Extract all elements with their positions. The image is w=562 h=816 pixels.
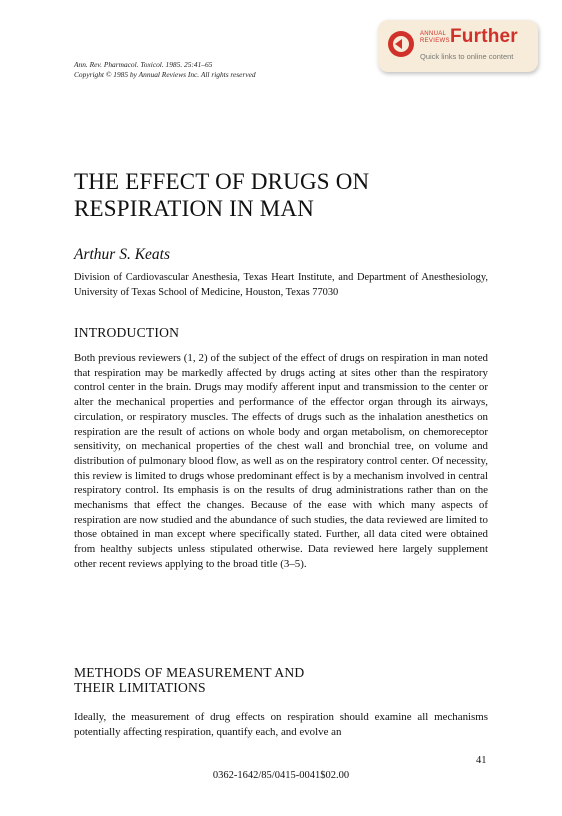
article-title [74,168,369,222]
methods-paragraph: Ideally, the measurement of drug effects on respiration should examine all mechanisms potentially affecting respiration, quantify each, and evolve an [74,711,488,738]
methods-heading [74,665,304,695]
further-label: Further [450,26,518,47]
intro-heading: INTRODUCTION [74,325,180,340]
article-code: 0362-1642/85/0415-0041$02.00 [212,770,350,781]
intro-paragraph: Both previous reviewers (1, 2) of the subject of the effect of drugs on respiration in man noted that respiration may be markedly affected by drugs acting at sites other than the respiratory control center in the brain. Drugs may modify afferent input and transmission to the center or alter the mechanical properties and performance of the effector organ through its airways, circulation, or respiratory muscles. The effects of drugs such as the inhalation anesthetics on respiration are the result of actions on whole body and organ metabolism, on chemoreceptor sensitivity, on mechanical properties of the chest wall and bronchial tree, on volume and distribution of pulmonary blood flow, as well as on the respiratory control center. Of necessity, this review is limited to drugs whose predominant effect is by a mechanism involved in central respiratory control. Its emphasis is on the results of drug administrations rather than on the mechanisms that effect the changes. Because of the ease with which many aspects of respiration are now studied and the abundance of such studies, the data reviewed are limited to those obtained in man except where specifically stated. Further, all data cited were obtained from healthy subjects unless stipulated otherwise. Data reviewed here largely supplement other recent reviews applying to the broad title (3–5). [74,352,488,570]
further-banner[interactable] [378,20,538,72]
citation-line-1: Ann. Rev. Pharmacol. Toxicol. 1985. 25:41–65 [74,60,213,69]
annual-reviews-wordmark: ANNUAL REVIEWS [420,31,450,44]
methods-heading-line-2: THEIR LIMITATIONS [74,680,206,695]
citation-line-2: Copyright © 1985 by Annual Reviews Inc. All rights reserved [74,70,256,79]
page-number: 41 [476,755,487,766]
author-affiliation: Division of Cardiovascular Anesthesia, Texas Heart Institute, and Department of Anesthesiology, University of Texas School of Medicine, Houston, Texas 77030 [74,272,488,298]
title-line-1: THE EFFECT OF DRUGS ON [74,169,370,194]
annual-reviews-logo-icon [388,31,414,57]
methods-heading-line-1: METHODS OF MEASUREMENT AND [74,665,305,680]
journal-citation [74,60,256,80]
author-name: Arthur S. Keats [74,246,171,263]
quick-links-text: Quick links to online content [420,52,514,61]
title-line-2: RESPIRATION IN MAN [74,196,315,221]
